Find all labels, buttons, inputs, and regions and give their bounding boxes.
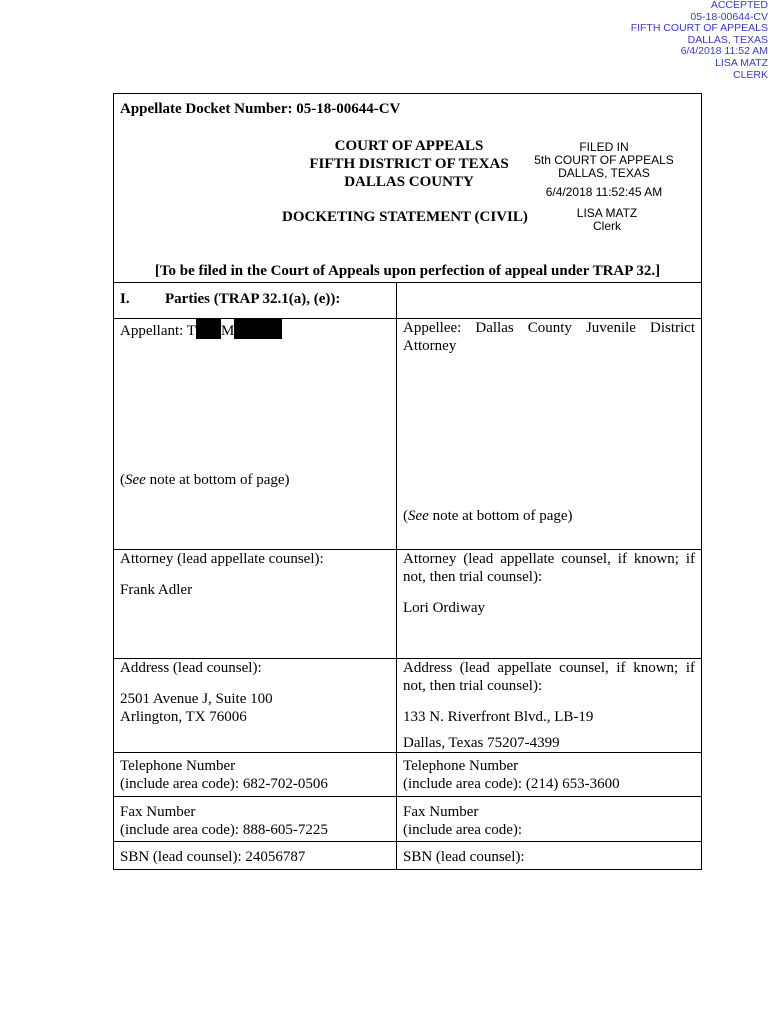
section-title: Parties (TRAP 32.1(a), (e)): [165,291,341,307]
telephone-row [114,753,702,797]
appellee-fax-cell [397,797,702,842]
address-row [114,659,702,753]
telephone-label: Telephone Number [403,758,519,774]
filed-stamp [534,141,674,199]
appellant-address-cell [114,659,397,753]
parties-header-row [114,283,702,319]
sbn-row [114,842,702,870]
fax-label: Fax Number [120,804,196,820]
address-label: Address (lead appellate counsel, if known; if not, then trial counsel): [403,660,695,694]
statement-title: DOCKETING STATEMENT (CIVIL) [282,209,528,225]
attorney-label: Attorney (lead appellate counsel, if known; if not, then trial counsel): [403,551,695,585]
address-line: Arlington, TX 76006 [120,709,247,725]
appellant-telephone-cell [114,753,397,797]
docket-number: Appellate Docket Number: 05-18-00644-CV [120,101,401,117]
appellant-fax-cell [114,797,397,842]
acceptance-stamp [631,0,768,81]
clerk-title: Clerk [592,219,621,233]
appellant-initial: M [220,323,235,339]
stamp-line: FIFTH COURT OF APPEALS [630,22,768,35]
section-number: I. [120,291,130,307]
telephone-value: (include area code): 682-702-0506 [120,776,328,792]
empty-cell [397,283,702,319]
appellant-label: Appellant: T [120,323,196,339]
attorney-name: Lori Ordiway [403,600,486,616]
appellee-sbn-cell: SBN (lead counsel): [397,842,702,870]
appellee-attorney-cell [397,550,702,659]
filing-instruction: [To be filed in the Court of Appeals upon perfection of appeal under TRAP 32.] [154,263,661,279]
header-box [113,93,702,282]
attorney-row [114,550,702,659]
appellee-text: Appellee: Dallas County Juvenile District Attorney [403,320,695,354]
address-line: 2501 Avenue J, Suite 100 [120,691,273,707]
appellant-sbn-cell: SBN (lead counsel): 24056787 [114,842,397,870]
parties-row [114,319,702,550]
appellee-address-cell [397,659,702,753]
clerk-name: LISA MATZ [576,206,638,220]
appellant-cell [114,319,397,550]
appellee-telephone-cell [397,753,702,797]
fax-value: (include area code): 888-605-7225 [120,822,328,838]
fax-row [114,797,702,842]
appellee-note: (See note at bottom of page) [403,508,573,524]
stamp-line: DALLAS, TEXAS [687,33,768,46]
appellant-line [120,319,390,340]
filed-line: FILED IN [579,140,629,154]
filed-line: 5th COURT OF APPEALS [534,153,674,167]
clerk-block [572,207,642,233]
stamp-line: CLERK [732,68,768,81]
telephone-label: Telephone Number [120,758,236,774]
stamp-line: ACCEPTED [710,0,768,11]
court-title [304,137,514,191]
note-text: note at bottom of page) [145,472,290,488]
court-line: FIFTH DISTRICT OF TEXAS [309,156,509,172]
note-see: See [125,472,146,488]
telephone-value: (include area code): (214) 653-3600 [403,776,620,792]
appellant-note: (See note at bottom of page) [120,472,290,488]
filed-timestamp: 6/4/2018 11:52:45 AM [545,185,663,199]
fax-label: Fax Number [403,804,479,820]
note-text: note at bottom of page) [428,508,573,524]
stamp-line: 05-18-00644-CV [690,10,768,23]
address-label: Address (lead counsel): [120,660,262,676]
attorney-name: Frank Adler [120,582,193,598]
attorney-label: Attorney (lead appellate counsel): [120,551,324,567]
address-line: Dallas, Texas 75207-4399 [403,735,560,751]
court-line: COURT OF APPEALS [334,138,484,154]
fax-value: (include area code): [403,822,523,838]
parties-table [113,282,702,870]
stamp-line: 6/4/2018 11:52 AM [680,45,768,58]
note-see: See [408,508,429,524]
stamp-line: LISA MATZ [715,56,768,69]
redaction-bar [196,319,221,339]
redaction-bar [234,319,282,339]
court-line: DALLAS COUNTY [344,174,474,190]
filed-line: DALLAS, TEXAS [558,166,650,180]
appellee-cell [397,319,702,550]
parties-heading [114,283,397,319]
appellant-attorney-cell [114,550,397,659]
address-line: 133 N. Riverfront Blvd., LB-19 [403,709,594,725]
